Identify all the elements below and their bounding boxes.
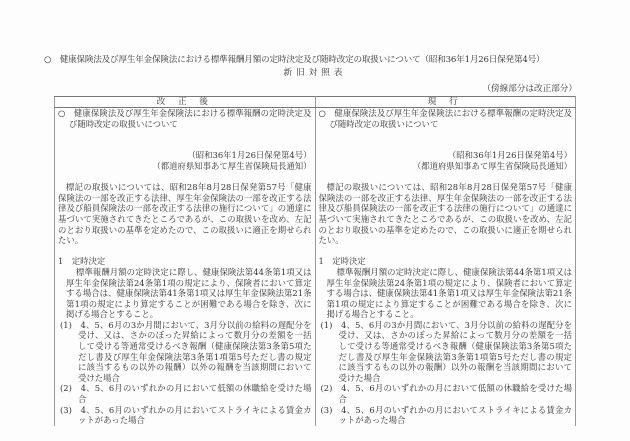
spacer xyxy=(58,140,312,151)
column-header-current: 現 行 xyxy=(315,97,576,108)
comparison-table xyxy=(54,96,576,426)
spacer xyxy=(58,129,312,140)
document-subtitle: 新旧対照表 xyxy=(283,68,347,78)
list-item: (3) 4、5、6月のいずれかの月においてストライキによる賃金カットがあった場合 xyxy=(60,404,312,426)
spacer xyxy=(319,246,573,257)
spacer xyxy=(58,172,312,183)
list-item: (2) 4、5、6月のいずれかの月において低額の休職給を受けた場合 xyxy=(60,383,312,405)
notice-addressee: （都道府県知事あて厚生省保険局長通知） xyxy=(152,160,312,171)
column-revised xyxy=(55,108,316,426)
section-body: 標準報酬月額の定時決定に際し、健康保険法第44条第1項又は厚生年金保険法第24条第1項の規定により、保険者において算定する場合は、健康保険法第41条第1項又は厚生年金保険法第21条第1項の規定により算定することが困難である場合を除き、次に掲げる場合とすること。 xyxy=(66,266,312,320)
document-title: ○ 健康保険法及び厚生年金保険法における標準報酬月額の定時決定及び随時改定の取扱いについて（昭和36年1月26日保発第4号） xyxy=(44,55,545,65)
notice-heading: ○ 健康保険法及び厚生年金保険法における標準報酬の定時決定及び随時改定の取扱いについて xyxy=(58,108,312,129)
intro-paragraph: 標記の取扱いについては、昭和28年8月28日保発第57号「健康保険法の一部を改正する法律、厚生年金保険法の一部を改正する法律及び船員保険法の一部を改正する法律の施行について」の通達に基づいて実施されてきたところであるが、この取扱いを改め、左記のとおり取扱いの基準を定めたので、この取扱いに適正を期せられたい。 xyxy=(318,182,572,246)
notice-addressee: （都道府県知事あて厚生省保険局長通知） xyxy=(412,160,572,171)
table-row xyxy=(55,108,576,426)
list-item: (1) 4、5、6月の3か月間において、3月分以前の給料の遅配分を受け、又は、さかのぼった昇給によって数月分の差額を一括して受ける等通常受けるべき報酬（健康保険法第3条第5項ただし書及び厚生年金保険法第3条第1項第5号ただし書の規定に該当するもの以外の報酬）以外の報酬を当該期間において受けた場合 xyxy=(320,319,572,383)
spacer xyxy=(319,140,573,151)
section-body: 標準報酬月額の定時決定に際し、健康保険法第44条第1項又は厚生年金保険法第24条第1項の規定により、保険者において算定する場合は、健康保険法第41条第1項又は厚生年金保険法第21条第1項の規定により算定することが困難である場合を除き、次に掲げる場合とすること。 xyxy=(326,266,572,320)
column-current xyxy=(315,108,576,426)
list-item: (2) 4、5、6月のいずれかの月において低額の休職給を受けた場合 xyxy=(320,383,572,405)
underline-note: （傍線部分は改正部分） xyxy=(482,84,577,94)
table-header-row xyxy=(55,97,576,108)
spacer xyxy=(58,246,312,257)
notice-ref-number: （昭和36年1月26日保発第4号） xyxy=(187,150,312,161)
section-title: 1 定時決定 xyxy=(318,256,366,267)
spacer xyxy=(319,129,573,140)
spacer xyxy=(319,172,573,183)
intro-paragraph: 標記の取扱いについては、昭和28年8月28日保発第57号「健康保険法の一部を改正する法律、厚生年金保険法の一部を改正する法律及び船員保険法の一部を改正する法律の施行について」の通達に基づいて実施されてきたところであるが、この取扱いを改め、左記のとおり取扱いの基準を定めたので、この取扱いに適正を期せられたい。 xyxy=(58,182,312,246)
list-item: (3) 4、5、6月のいずれかの月においてストライキによる賃金カットがあった場合 xyxy=(320,404,572,426)
list-item: (1) 4、5、6月の3か月間において、3月分以前の給料の遅配分を受け、又は、さかのぼった昇給によって数月分の差額を一括して受ける等通常受けるべき報酬（健康保険法第3条第5項ただし書及び厚生年金保険法第3条第1項第5号ただし書の規定に該当するもの以外の報酬）以外の報酬を当該期間において受けた場合 xyxy=(60,319,312,383)
notice-heading: ○ 健康保険法及び厚生年金保険法における標準報酬の定時決定及び随時改定の取扱いについて xyxy=(318,108,572,129)
section-title: 1 定時決定 xyxy=(58,256,106,267)
column-header-revised: 改 正 後 xyxy=(55,97,316,108)
notice-ref-number: （昭和36年1月26日保発第4号） xyxy=(447,150,572,161)
